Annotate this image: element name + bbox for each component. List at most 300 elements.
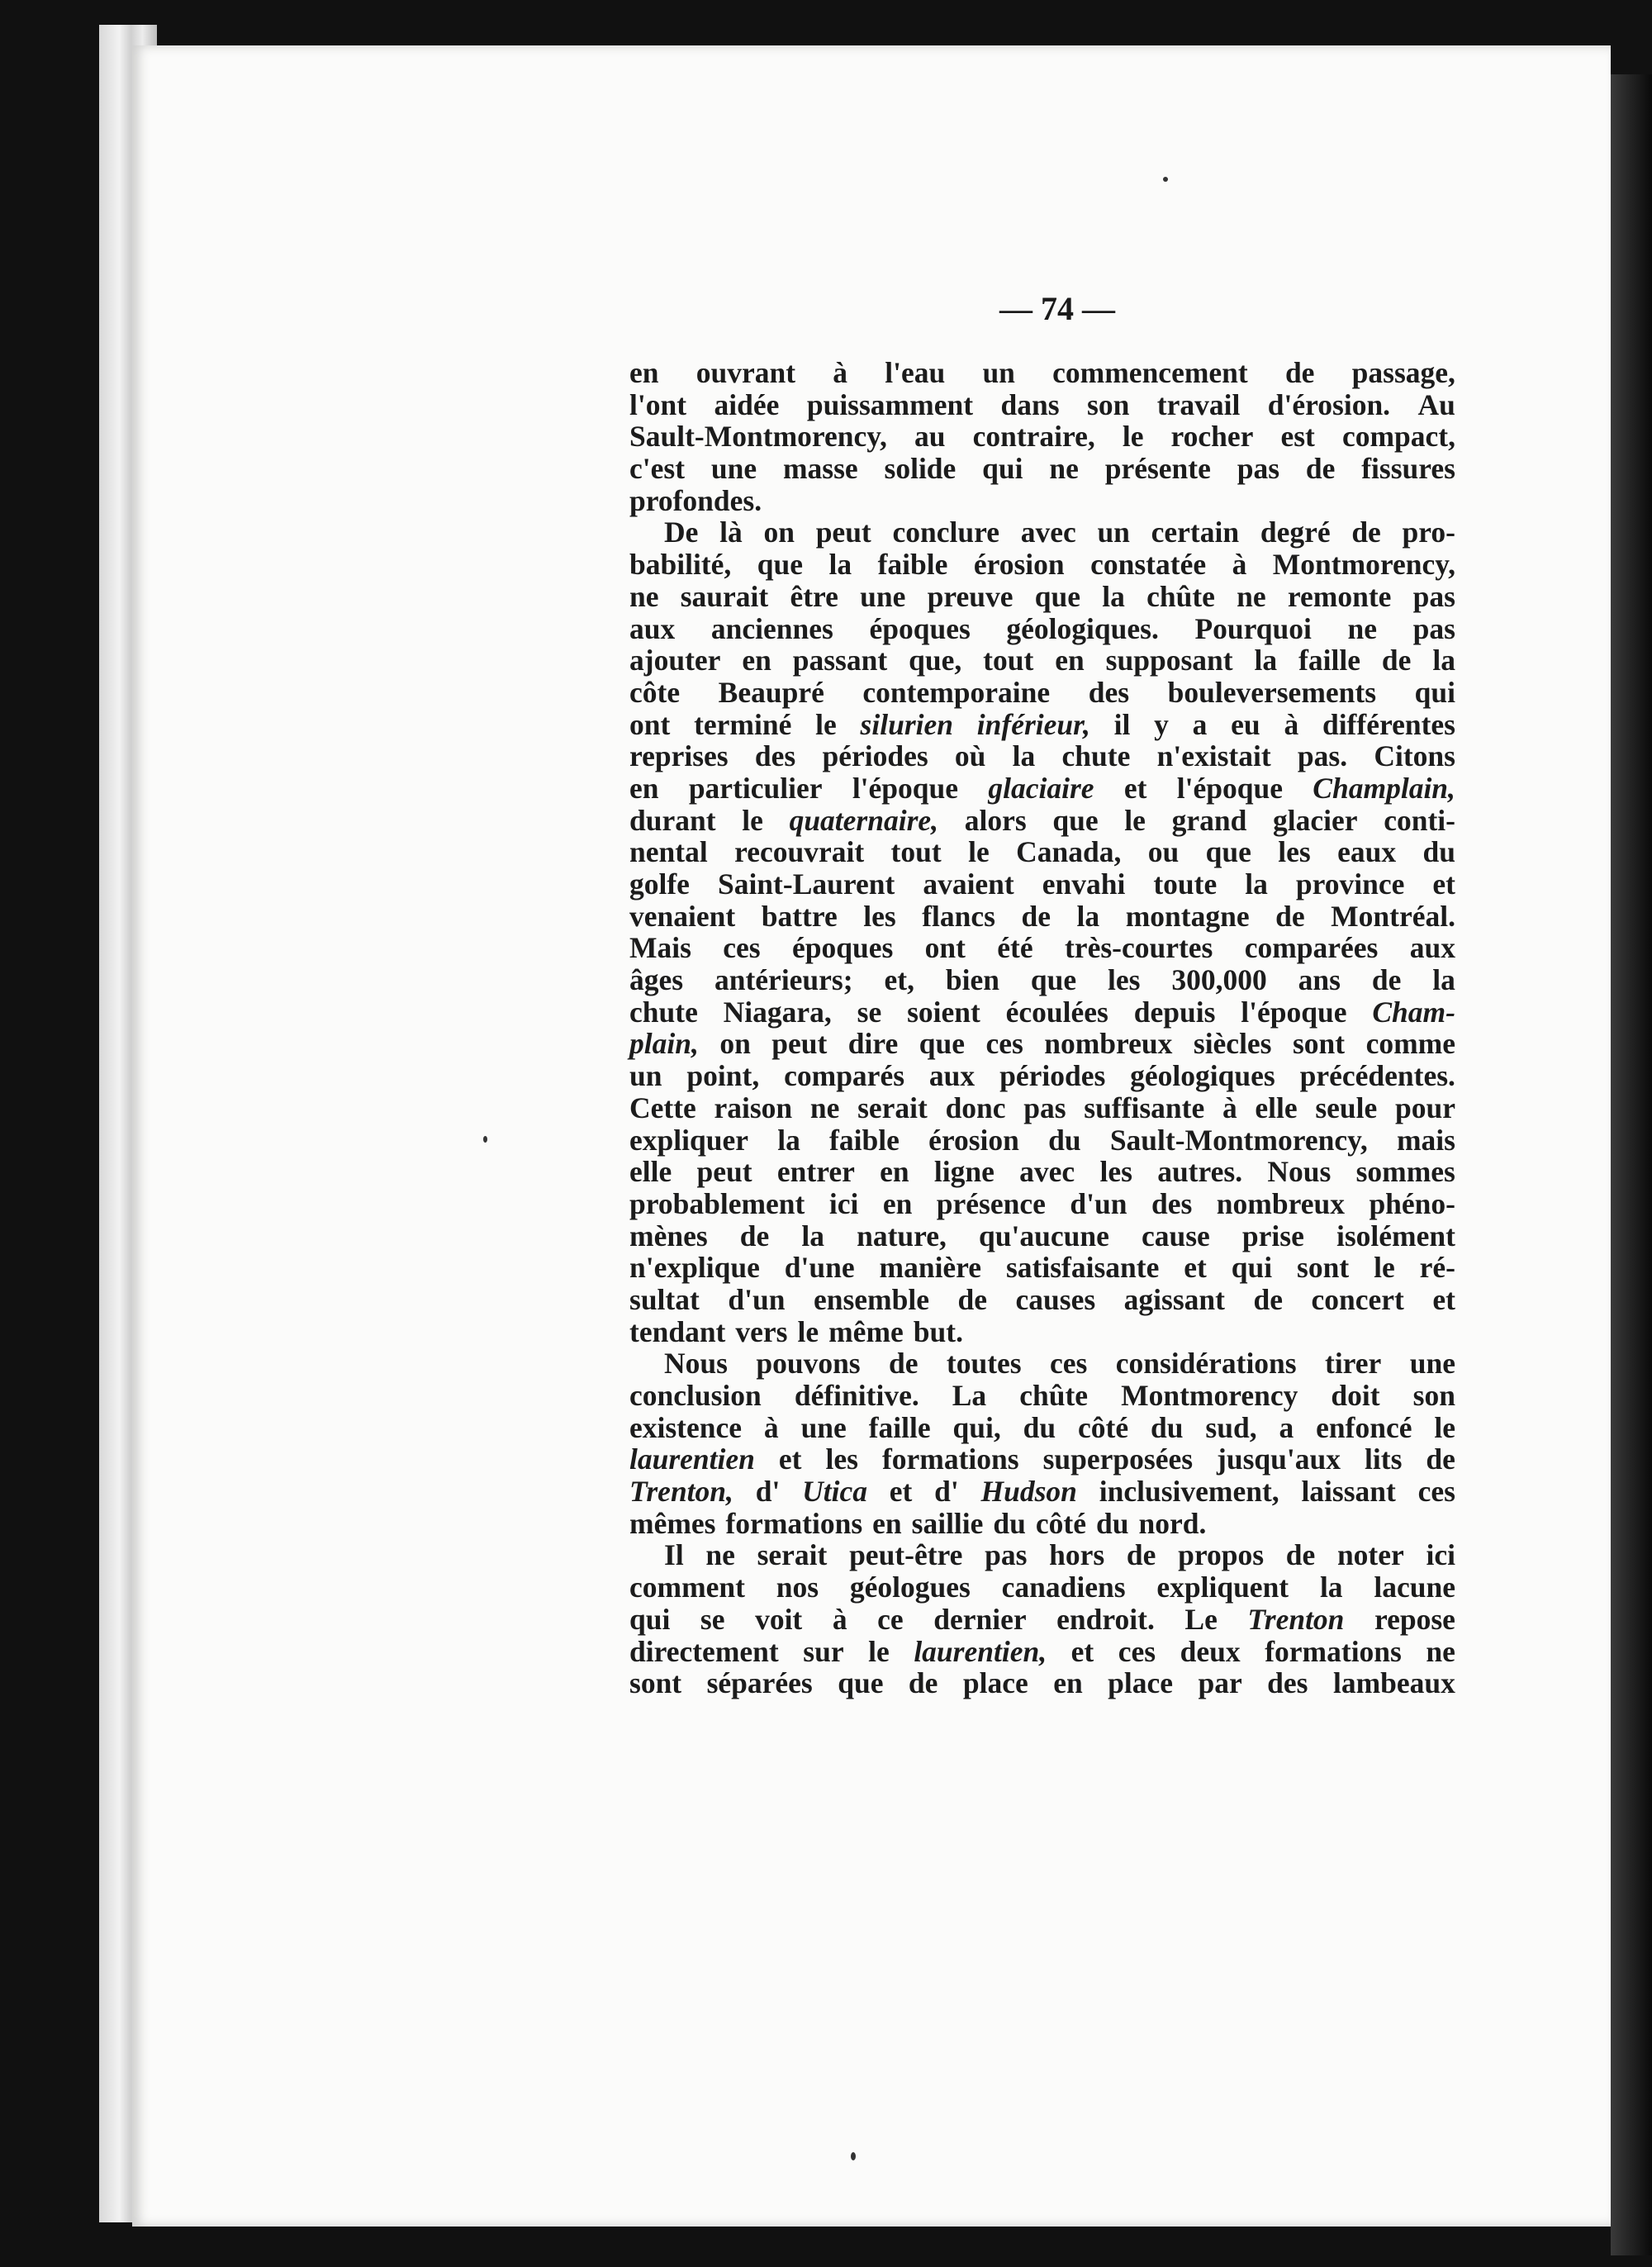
text-line <box>629 389 1455 421</box>
word: conclusion <box>629 1379 762 1412</box>
word: tout <box>983 644 1034 677</box>
word: côté <box>1078 1410 1129 1444</box>
word: repose <box>1374 1602 1455 1636</box>
word: du <box>993 1506 1026 1540</box>
word: mêmes <box>629 1506 716 1540</box>
word: hors <box>1049 1538 1105 1572</box>
word: de <box>957 1282 987 1316</box>
word: Sault-Montmorency, <box>1109 1123 1368 1157</box>
word: Nous <box>664 1347 728 1381</box>
word: où <box>954 739 986 773</box>
word: mais <box>1396 1123 1455 1157</box>
word: lambeaux <box>1332 1666 1455 1700</box>
word: elle <box>629 1155 672 1189</box>
word: ces <box>1049 1347 1088 1381</box>
word: la <box>801 1219 824 1252</box>
text-line <box>629 964 1455 996</box>
word: de <box>908 1666 938 1700</box>
word: en <box>629 771 659 805</box>
text-line <box>629 485 1455 517</box>
word: périodes <box>822 739 928 773</box>
word: ont <box>924 931 966 965</box>
word: l'époque <box>1176 771 1283 805</box>
word: du <box>1422 835 1455 869</box>
word: certain <box>1151 516 1240 549</box>
word: expliquent <box>1156 1571 1289 1604</box>
word: laissant <box>1301 1475 1396 1509</box>
text-line <box>629 1220 1455 1252</box>
word: géologiques <box>1130 1059 1275 1093</box>
word: sommes <box>1355 1155 1455 1189</box>
word: de <box>1126 1538 1156 1572</box>
word: La <box>952 1379 987 1412</box>
text-line <box>629 740 1455 772</box>
word: à <box>833 356 848 389</box>
word: l'ont <box>629 387 687 421</box>
scan-speck <box>851 2152 856 2160</box>
word: point, <box>686 1059 760 1093</box>
word: côte <box>629 675 681 709</box>
word: sont <box>1292 1027 1346 1061</box>
word: causes <box>1015 1282 1096 1316</box>
word: directement <box>629 1634 779 1668</box>
word: a <box>1279 1410 1294 1444</box>
word: jusqu'aux <box>1217 1442 1341 1476</box>
word: nature, <box>857 1219 947 1252</box>
word: inclusivement, <box>1099 1475 1279 1509</box>
word: dernier <box>933 1602 1027 1636</box>
word: elle <box>1255 1091 1298 1124</box>
word: Trenton <box>1247 1602 1345 1636</box>
word: puissamment <box>806 387 974 421</box>
word: Canada, <box>1016 835 1122 869</box>
word: la <box>1319 1571 1343 1604</box>
word: périodes <box>999 1059 1106 1093</box>
word: sont <box>629 1666 682 1700</box>
word: présente <box>1104 452 1211 486</box>
word: d'une <box>784 1251 855 1285</box>
word: un <box>629 1059 662 1093</box>
word: pas <box>985 1538 1028 1572</box>
word: le <box>1122 420 1144 454</box>
word: la <box>1254 644 1278 677</box>
word: vers <box>735 1314 788 1348</box>
word: définitive. <box>794 1379 919 1412</box>
word: érosion <box>973 548 1065 582</box>
word: considérations <box>1115 1347 1297 1381</box>
word: bouleversements <box>1167 675 1377 709</box>
word: n'existait <box>1156 739 1271 773</box>
word: autres. <box>1157 1155 1243 1189</box>
word: laurentien <box>629 1442 755 1476</box>
word: doit <box>1331 1379 1380 1412</box>
word: côté <box>1035 1506 1087 1540</box>
word: la <box>777 1123 800 1157</box>
word: été <box>997 931 1033 965</box>
word: masse <box>782 452 858 486</box>
word: entrer <box>776 1155 855 1189</box>
text-line <box>629 1316 1455 1348</box>
word: montagne <box>1125 899 1250 933</box>
word: agissant <box>1123 1282 1225 1316</box>
text-line <box>629 549 1455 581</box>
word: Nous <box>1267 1155 1332 1189</box>
text-line <box>629 357 1455 389</box>
text-line <box>629 677 1455 709</box>
word: voit <box>755 1602 803 1636</box>
word: en <box>882 1186 913 1220</box>
text-line <box>629 1347 1455 1380</box>
word: qui <box>1231 1251 1273 1285</box>
body-text <box>629 357 1455 1699</box>
word: des <box>1088 675 1130 709</box>
word: la <box>1102 579 1125 613</box>
word: séparées <box>706 1666 813 1700</box>
word: serait <box>757 1538 828 1572</box>
word: noter <box>1336 1538 1404 1572</box>
text-line <box>629 901 1455 933</box>
word: antérieurs; <box>714 963 853 997</box>
word: phéno- <box>1369 1186 1455 1220</box>
word: nos <box>776 1571 819 1604</box>
word: même <box>828 1314 904 1348</box>
word: que <box>1030 963 1077 997</box>
word: Montréal. <box>1331 899 1455 933</box>
word: eaux <box>1337 835 1397 869</box>
word: Trenton, <box>629 1475 733 1509</box>
word: ces <box>1417 1475 1455 1509</box>
word: endroit. <box>1056 1602 1155 1636</box>
word: degré <box>1260 516 1331 549</box>
word: que <box>757 548 803 582</box>
word: soient <box>907 995 980 1029</box>
text-line <box>629 868 1455 901</box>
text-line <box>629 516 1455 549</box>
word: chute <box>1061 739 1131 773</box>
text-line <box>629 1252 1455 1284</box>
word: dire <box>847 1027 899 1061</box>
word: les <box>1108 963 1141 997</box>
word: toute <box>1153 867 1218 901</box>
word: l'époque <box>852 771 959 805</box>
word: l'époque <box>1241 995 1347 1029</box>
word: solide <box>884 452 957 486</box>
word: battre <box>761 899 838 933</box>
word: par <box>1198 1666 1242 1700</box>
word: du <box>1048 1123 1081 1157</box>
word: envahi <box>1042 867 1126 901</box>
word: pouvons <box>756 1347 861 1381</box>
word: a <box>1192 707 1208 741</box>
text-line <box>629 1636 1455 1668</box>
word: et <box>778 1442 802 1476</box>
word: babilité, <box>629 548 732 582</box>
text-line <box>629 1443 1455 1476</box>
text-line <box>629 1060 1455 1092</box>
word: travail <box>1156 387 1241 421</box>
word: Beaupré <box>718 675 824 709</box>
word: Champlain, <box>1313 771 1455 805</box>
word: une <box>710 452 757 486</box>
word: sud, <box>1205 1410 1257 1444</box>
word: érosion <box>928 1123 1019 1157</box>
word: écoulées <box>1005 995 1108 1029</box>
word: peut <box>815 516 871 549</box>
word: toutes <box>946 1347 1022 1381</box>
word: peut <box>696 1155 752 1189</box>
word: ont <box>629 707 671 741</box>
word: mènes <box>629 1219 708 1252</box>
word: est <box>1280 420 1315 454</box>
word: Montmorency <box>1121 1379 1298 1412</box>
word: qu'aucune <box>979 1219 1109 1252</box>
word: nord. <box>1138 1506 1207 1540</box>
word: nombreux <box>1044 1027 1173 1061</box>
word: passage, <box>1351 356 1455 389</box>
word: supposant <box>1105 644 1233 677</box>
word: conti- <box>1384 803 1455 837</box>
word: deux <box>1180 1634 1241 1668</box>
word: Utica <box>802 1475 867 1509</box>
word: but. <box>913 1314 963 1348</box>
word: province <box>1295 867 1405 901</box>
word: flancs <box>922 899 995 933</box>
word: le <box>968 835 990 869</box>
word: glacier <box>1273 803 1358 837</box>
scan-speck <box>1163 177 1168 182</box>
word: donc <box>945 1091 1006 1124</box>
word: de <box>1275 899 1305 933</box>
word: et <box>1070 1634 1094 1668</box>
word: 300,000 <box>1171 963 1267 997</box>
word: d' <box>755 1475 781 1509</box>
word: dans <box>1000 387 1060 421</box>
word: depuis <box>1133 995 1216 1029</box>
word: époques <box>791 931 894 965</box>
word: que, <box>909 644 962 677</box>
word: on <box>719 1027 751 1061</box>
word: au <box>914 420 946 454</box>
word: les <box>825 1442 858 1476</box>
word: de <box>889 1347 919 1381</box>
word: ces <box>1118 1634 1156 1668</box>
word: conclure <box>892 516 999 549</box>
word: se <box>700 1602 725 1636</box>
word: bien <box>945 963 999 997</box>
page-number: — 74 — <box>999 290 1115 327</box>
word: Cham- <box>1372 995 1455 1029</box>
word: son <box>1087 387 1130 421</box>
word: et <box>1432 867 1455 901</box>
word: Au <box>1417 387 1455 421</box>
word: là <box>719 516 743 549</box>
word: avaient <box>923 867 1014 901</box>
word: formations <box>1265 1634 1402 1668</box>
word: grand <box>1171 803 1247 837</box>
word: qui <box>982 452 1023 486</box>
word: en <box>1053 1666 1083 1700</box>
word: sultat <box>629 1282 700 1316</box>
text-line <box>629 1028 1455 1060</box>
word: un <box>982 356 1015 389</box>
word: canadiens <box>1001 1571 1126 1604</box>
text-line <box>629 1092 1455 1124</box>
word: la <box>1076 899 1100 933</box>
word: comme <box>1365 1027 1455 1061</box>
word: alors <box>964 803 1027 837</box>
word: avec <box>1020 516 1076 549</box>
word: nental <box>629 835 708 869</box>
word: ensemble <box>813 1282 929 1316</box>
word: suffisante <box>1084 1091 1205 1124</box>
word: formations <box>725 1506 863 1540</box>
word: propos <box>1178 1538 1265 1572</box>
word: aux <box>629 611 676 645</box>
word: la <box>1245 867 1268 901</box>
word: des <box>754 739 796 773</box>
word: ajouter <box>629 644 721 677</box>
word: nombreux <box>1216 1186 1345 1220</box>
word: pas <box>1412 611 1455 645</box>
word: ici <box>1426 1538 1455 1572</box>
word: isolément <box>1336 1219 1455 1252</box>
word: Il <box>664 1538 684 1572</box>
word: géologiques. <box>1006 611 1159 645</box>
word: prise <box>1241 1219 1304 1252</box>
word: une <box>860 579 906 613</box>
word: plain, <box>629 1027 699 1061</box>
word: il <box>1113 707 1131 741</box>
word: ouvrant <box>695 356 796 389</box>
word: d'un <box>728 1282 786 1316</box>
word: particulier <box>688 771 823 805</box>
word: inférieur, <box>976 707 1090 741</box>
word: que <box>919 1027 965 1061</box>
text-line <box>629 1380 1455 1412</box>
word: commencement <box>1052 356 1248 389</box>
word: recouvrait <box>734 835 865 869</box>
word: en <box>872 1506 902 1540</box>
word: siècles <box>1193 1027 1272 1061</box>
word: golfe <box>629 867 690 901</box>
word: preuve <box>927 579 1014 613</box>
word: très-courtes <box>1064 931 1213 965</box>
word: que <box>1205 835 1251 869</box>
word: pro- <box>1402 516 1455 549</box>
text-line <box>629 1539 1455 1571</box>
word: à <box>1232 548 1247 582</box>
word: ces <box>985 1027 1023 1061</box>
word: concert <box>1311 1282 1404 1316</box>
word: expliquer <box>629 1123 748 1157</box>
word: ici <box>828 1186 859 1220</box>
word: lacune <box>1374 1571 1455 1604</box>
word: que <box>1034 579 1080 613</box>
word: les <box>863 899 896 933</box>
word: d'érosion. <box>1267 387 1391 421</box>
word: Mais <box>629 931 691 965</box>
word: glaciaire <box>988 771 1094 805</box>
text-line <box>629 644 1455 677</box>
word: aux <box>928 1059 976 1093</box>
word: du <box>1023 1410 1056 1444</box>
text-line <box>629 1604 1455 1636</box>
word: de <box>1285 1538 1316 1572</box>
word: en <box>1055 644 1085 677</box>
word: des <box>1267 1666 1308 1700</box>
word: les <box>1099 1155 1132 1189</box>
word: précédentes. <box>1299 1059 1455 1093</box>
text-line <box>629 1667 1455 1699</box>
word: d'un <box>1070 1186 1127 1220</box>
word: place <box>1108 1666 1174 1700</box>
word: venaient <box>629 899 736 933</box>
word: ne <box>809 1091 840 1124</box>
word: ce <box>877 1602 904 1636</box>
text-line <box>629 421 1455 453</box>
word: terminé <box>694 707 792 741</box>
word: fissures <box>1361 452 1455 486</box>
word: c'est <box>629 452 686 486</box>
word: ces <box>723 931 761 965</box>
text-line <box>629 613 1455 645</box>
word: le <box>1124 803 1146 837</box>
text-line <box>629 581 1455 613</box>
word: de <box>1371 963 1402 997</box>
word: comment <box>629 1571 745 1604</box>
word: saurait <box>680 579 769 613</box>
text-line <box>629 805 1455 837</box>
word: ne <box>705 1538 735 1572</box>
word: peut <box>771 1027 828 1061</box>
word: se <box>857 995 882 1029</box>
word: raison <box>714 1091 793 1124</box>
word: De <box>664 516 699 549</box>
word: saillie <box>911 1506 984 1540</box>
word: constatée <box>1090 548 1207 582</box>
word: silurien <box>860 707 953 741</box>
word: ou <box>1147 835 1180 869</box>
word: pas <box>1023 1091 1066 1124</box>
word: chute <box>629 995 698 1029</box>
text-line <box>629 1188 1455 1220</box>
binding-shadow <box>1611 74 1652 2255</box>
word: peut-être <box>849 1538 963 1572</box>
text-line <box>629 932 1455 964</box>
word: lits <box>1365 1442 1403 1476</box>
word: de <box>1253 1282 1283 1316</box>
word: de <box>739 1219 770 1252</box>
text-line <box>629 1571 1455 1604</box>
text-line <box>629 1284 1455 1316</box>
word: la <box>1432 963 1455 997</box>
word: Saint-Laurent <box>717 867 895 901</box>
word: un <box>1097 516 1130 549</box>
word: pas <box>1237 452 1280 486</box>
word: chûte <box>1019 1379 1089 1412</box>
word: faible <box>877 548 948 582</box>
word: et, <box>884 963 914 997</box>
word: comparés <box>784 1059 905 1093</box>
word: à <box>1284 707 1299 741</box>
text-line <box>629 836 1455 868</box>
word: le <box>797 1314 819 1348</box>
word: chûte <box>1146 579 1215 613</box>
word: formations <box>881 1442 1019 1476</box>
word: aidée <box>714 387 780 421</box>
word: de <box>1021 899 1051 933</box>
word: Citons <box>1374 739 1455 773</box>
